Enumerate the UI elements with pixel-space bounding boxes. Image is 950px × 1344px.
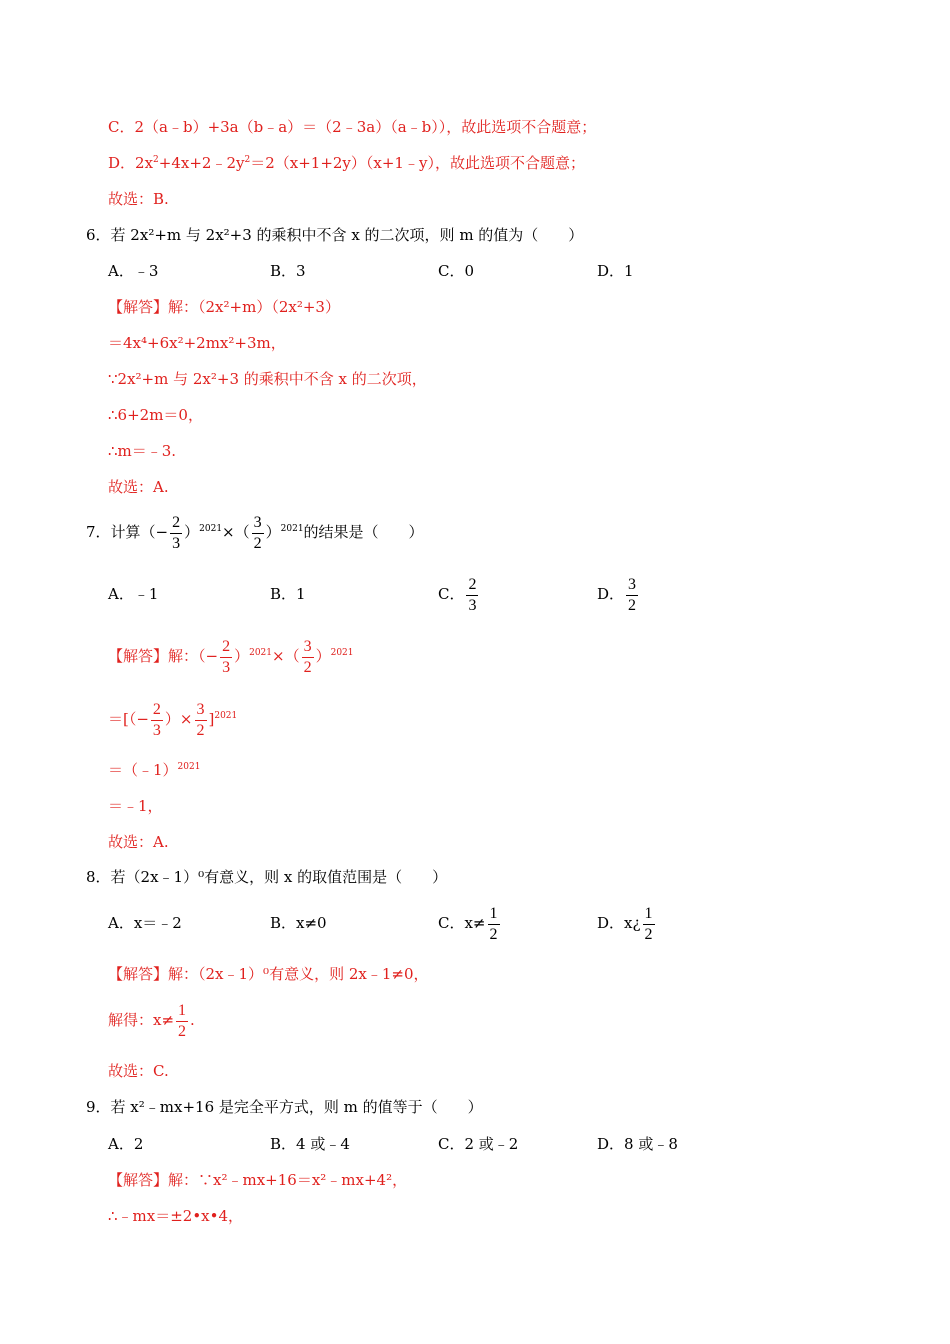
fraction: $\frac{3}{2}$: [253, 513, 262, 552]
q6-option-b: B．3: [270, 262, 306, 280]
q8-option-a: A．x＝﹣2: [108, 914, 182, 932]
q6-answer: 故选：A.: [108, 478, 169, 496]
text-frag: （2x﹣1）⁰有意义，则 2x﹣1≠0，: [198, 965, 429, 983]
question-6: 6．若 2x²+m 与 2x²+3 的乘积中不含 x 的二次项，则 m 的值为（ ）: [86, 226, 584, 244]
solution-tag: 【解答】解：: [108, 965, 199, 983]
q6-solution-line-1: [108, 297, 340, 317]
question-7: 7．计算（− $\frac{2}{3}$ ）$^{2021}$×（ $\frac{3}{2}$ ）$^{2021}$的结果是（ ）: [86, 513, 424, 552]
text-frag: （2x²+m）（2x²+3）: [198, 298, 340, 316]
q7-option-d: [597, 574, 640, 616]
text-frag: ＝2（x+1+2y）（x+1﹣y），故此选项不合题意；: [250, 154, 585, 172]
fraction: $\frac{2}{3}$: [172, 513, 181, 552]
q6-option-c: C．0: [438, 262, 475, 280]
q8-solution-line-2: [108, 1000, 195, 1042]
text-frag: 的结果是（ ）: [303, 523, 424, 541]
q7-option-c: [438, 574, 480, 616]
q7-option-b: B．1: [270, 585, 306, 603]
text-frag: ＝[（−: [108, 710, 149, 728]
q7-option-a: A．﹣1: [108, 585, 159, 603]
q6-option-a: A．﹣3: [108, 262, 159, 280]
q9-solution-line-2: ∴﹣mx＝±2•x•4，: [108, 1207, 244, 1225]
question-9: 9．若 x²﹣mx+16 是完全平方式，则 m 的值等于（ ）: [86, 1098, 483, 1116]
prev-option-d-line: D．$2x^2+4x+2﹣2y^2=2(x+1+2y)(x+1﹣y)$，故此选项不合题意；: [108, 154, 585, 172]
fraction: $\frac{1}{2}$: [178, 1001, 187, 1040]
q6-option-d: D．1: [597, 262, 634, 280]
text-frag: D．x¿: [597, 914, 641, 932]
fraction: $\frac{1}{2}$: [489, 904, 498, 943]
q9-option-d: D．8 或﹣8: [597, 1135, 678, 1153]
text-frag: 解得：x≠: [108, 1011, 175, 1029]
text-frag: ）: [184, 523, 200, 541]
q7-answer: 故选：A.: [108, 833, 169, 851]
q7-solution-line-4: ＝﹣1，: [108, 797, 163, 815]
q8-option-c: [438, 903, 502, 945]
q9-option-c: C．2 或﹣2: [438, 1135, 519, 1153]
solution-tag: 【解答】解：: [108, 1171, 199, 1189]
fraction: $\frac{3}{2}$: [628, 575, 637, 614]
text-frag: .: [190, 1011, 195, 1029]
text-frag: ×（: [222, 523, 250, 541]
text-frag: ＝（﹣1）: [108, 761, 178, 779]
text-frag: 7．计算（−: [86, 523, 169, 541]
q9-option-a: A．2: [108, 1135, 144, 1153]
q8-option-b: B．x≠0: [270, 914, 327, 932]
text-frag: C．x≠: [438, 914, 486, 932]
text-frag: ）: [265, 523, 281, 541]
text-frag: +4x+2﹣2y: [158, 154, 245, 172]
fraction: $\frac{2}{3}$: [152, 700, 161, 739]
text-frag: D．: [597, 585, 625, 603]
q8-answer: 故选：C.: [108, 1062, 169, 1080]
q7-solution-line-3: ＝（﹣1）$^{2021}$: [108, 761, 201, 779]
q6-solution-line-5: ∴m＝﹣3.: [108, 442, 177, 460]
text-frag: C．: [438, 585, 465, 603]
prev-answer-line: 故选：B.: [108, 190, 169, 208]
q7-solution-line-2: ＝[（− $\frac{2}{3}$ ）× $\frac{3}{2}$ ]$^{2021}$: [108, 700, 238, 739]
q7-solution-line-1: 【解答】解：（− $\frac{2}{3}$ ）$^{2021}$×（ $\frac{3}{2}$ ）$^{2021}$: [108, 637, 354, 676]
q9-option-b: B．4 或﹣4: [270, 1135, 350, 1153]
q8-option-d: [597, 903, 657, 945]
fraction: $\frac{1}{2}$: [644, 904, 653, 943]
solution-tag: 【解答】解：: [108, 298, 199, 316]
fraction: $\frac{3}{2}$: [196, 700, 205, 739]
fraction: $\frac{2}{3}$: [222, 637, 231, 676]
text-frag: ]: [208, 710, 215, 728]
solution-tag: 【解答】解：: [108, 647, 199, 665]
q8-solution-line-1: [108, 964, 429, 984]
question-8: 8．若（2x﹣1）⁰有意义，则 x 的取值范围是（ ）: [86, 868, 448, 886]
text-frag: ）×: [164, 710, 193, 728]
q9-solution-line-1: [108, 1170, 407, 1190]
text-frag: ∵x²﹣mx+16＝x²﹣mx+4²，: [198, 1171, 408, 1189]
fraction: $\frac{2}{3}$: [468, 575, 477, 614]
text-frag: D．2x: [108, 154, 154, 172]
q6-solution-line-2: ＝4x⁴+6x²+2mx²+3m，: [108, 334, 286, 352]
q6-solution-line-4: ∴6+2m＝0，: [108, 406, 203, 424]
fraction: $\frac{3}{2}$: [303, 637, 312, 676]
prev-option-c-line: C．2（a﹣b）+3a（b﹣a）＝（2﹣3a）（a﹣b）），故此选项不合题意；: [108, 118, 597, 136]
q6-solution-line-3: ∵2x²+m 与 2x²+3 的乘积中不含 x 的二次项，: [108, 370, 427, 388]
